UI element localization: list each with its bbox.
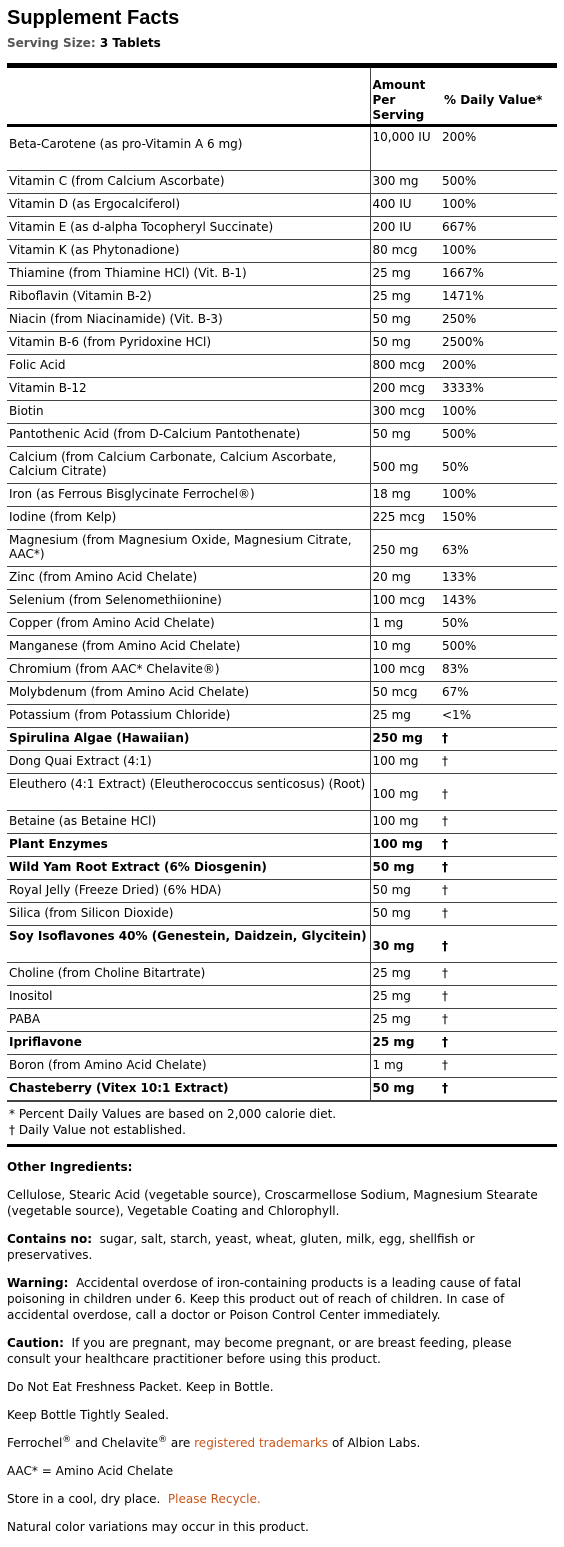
nutrient-amount: 20 mg (370, 567, 440, 590)
nutrient-name: Dong Quai Extract (4:1) (7, 751, 370, 774)
trademark-note (7, 1435, 557, 1451)
table-row (7, 484, 557, 507)
nutrient-daily-value: 500% (440, 636, 557, 659)
nutrient-name: Wild Yam Root Extract (6% Diosgenin) (7, 857, 370, 880)
table-row (7, 659, 557, 682)
nutrient-amount: 80 mcg (370, 240, 440, 263)
contains-no-label: Contains no: (7, 1232, 92, 1246)
supplement-facts-panel (7, 0, 557, 1547)
nutrient-daily-value: 50% (440, 447, 557, 484)
table-row (7, 447, 557, 484)
nutrient-name: Iodine (from Kelp) (7, 507, 370, 530)
table-row (7, 126, 557, 171)
nutrient-name: Zinc (from Amino Acid Chelate) (7, 567, 370, 590)
nutrient-name: Thiamine (from Thiamine HCl) (Vit. B-1) (7, 263, 370, 286)
table-row (7, 728, 557, 751)
nutrient-amount: 25 mg (370, 986, 440, 1009)
nutrient-daily-value: 667% (440, 217, 557, 240)
nutrient-amount: 1 mg (370, 1055, 440, 1078)
dv-footnote: * Percent Daily Values are based on 2,000 calorie diet. (9, 1107, 337, 1121)
nutrient-daily-value: 133% (440, 567, 557, 590)
table-row (7, 217, 557, 240)
nutrient-amount: 1 mg (370, 613, 440, 636)
nutrient-daily-value: 200% (440, 355, 557, 378)
natural-color-note: Natural color variations may occur in this product. (7, 1520, 309, 1534)
nutrient-amount: 18 mg (370, 484, 440, 507)
caution (7, 1335, 557, 1367)
serving-size-value: 3 Tablets (99, 36, 161, 50)
table-row (7, 355, 557, 378)
nutrient-name: Choline (from Choline Bitartrate) (7, 963, 370, 986)
nutrient-name: Folic Acid (7, 355, 370, 378)
table-row (7, 194, 557, 217)
table-row (7, 309, 557, 332)
nutrient-name: Ipriflavone (7, 1032, 370, 1055)
table-row (7, 401, 557, 424)
serving-size (7, 36, 557, 51)
bottom-divider (7, 1144, 557, 1147)
nutrient-amount: 100 mg (370, 834, 440, 857)
nutrient-name: Chasteberry (Vitex 10:1 Extract) (7, 1078, 370, 1101)
nutrient-amount: 25 mg (370, 1032, 440, 1055)
table-row (7, 530, 557, 567)
nutrient-name: Molybdenum (from Amino Acid Chelate) (7, 682, 370, 705)
nutrient-amount: 100 mg (370, 774, 440, 811)
sealed-note: Keep Bottle Tightly Sealed. (7, 1408, 169, 1422)
nutrient-daily-value: 1667% (440, 263, 557, 286)
table-row (7, 834, 557, 857)
table-row (7, 613, 557, 636)
table-header (7, 68, 557, 124)
table-row (7, 424, 557, 447)
nutrient-daily-value: † (440, 1078, 557, 1101)
table-row (7, 263, 557, 286)
facts-table (7, 68, 557, 1101)
nutrient-name: Vitamin B-6 (from Pyridoxine HCl) (7, 332, 370, 355)
nutrient-daily-value: † (440, 774, 557, 811)
nutrient-name: Riboflavin (Vitamin B-2) (7, 286, 370, 309)
nutrient-amount: 25 mg (370, 963, 440, 986)
nutrient-name: Copper (from Amino Acid Chelate) (7, 613, 370, 636)
nutrient-name: Boron (from Amino Acid Chelate) (7, 1055, 370, 1078)
nutrient-name: Manganese (from Amino Acid Chelate) (7, 636, 370, 659)
nutrient-amount: 50 mcg (370, 682, 440, 705)
nutrient-daily-value: † (440, 880, 557, 903)
nutrient-daily-value: † (440, 857, 557, 880)
nutrient-amount: 225 mcg (370, 507, 440, 530)
nutrient-amount: 100 mcg (370, 590, 440, 613)
nutrient-amount: 300 mcg (370, 401, 440, 424)
dagger-footnote: † Daily Value not established. (9, 1123, 186, 1137)
nutrient-amount: 200 IU (370, 217, 440, 240)
nutrient-amount: 300 mg (370, 171, 440, 194)
nutrient-name: Spirulina Algae (Hawaiian) (7, 728, 370, 751)
nutrient-amount: 25 mg (370, 1009, 440, 1032)
nutrient-daily-value: † (440, 963, 557, 986)
caution-label: Caution: (7, 1336, 64, 1350)
nutrient-amount: 50 mg (370, 903, 440, 926)
nutrient-name: Plant Enzymes (7, 834, 370, 857)
nutrient-name: PABA (7, 1009, 370, 1032)
table-row (7, 567, 557, 590)
table-row (7, 774, 557, 811)
nutrient-daily-value: 100% (440, 240, 557, 263)
table-row (7, 682, 557, 705)
nutrient-daily-value: 500% (440, 171, 557, 194)
nutrient-daily-value: † (440, 811, 557, 834)
recycle-link[interactable]: Please Recycle. (167, 1492, 261, 1506)
other-ingredients-heading: Other Ingredients: (7, 1160, 133, 1174)
other-ingredients-text: Cellulose, Stearic Acid (vegetable source), Croscarmellose Sodium, Magnesium Stearate (vegetable source), Vegetable Coating and Chlorophyll. (7, 1188, 538, 1218)
nutrient-name: Iron (as Ferrous Bisglycinate Ferrochel®) (7, 484, 370, 507)
nutrient-name: Vitamin C (from Calcium Ascorbate) (7, 171, 370, 194)
nutrient-daily-value: 63% (440, 530, 557, 567)
nutrient-daily-value: 2500% (440, 332, 557, 355)
table-row (7, 751, 557, 774)
serving-size-label: Serving Size: (7, 36, 96, 50)
table-row (7, 880, 557, 903)
amount-header: Amount Per Serving (372, 78, 426, 122)
nutrient-name: Eleuthero (4:1 Extract) (Eleutherococcus senticosus) (Root) (7, 774, 370, 811)
freshness-note: Do Not Eat Freshness Packet. Keep in Bottle. (7, 1380, 274, 1394)
nutrient-daily-value: <1% (440, 705, 557, 728)
nutrient-name: Silica (from Silicon Dioxide) (7, 903, 370, 926)
table-row (7, 1032, 557, 1055)
tm-and-text: and (71, 1436, 102, 1450)
nutrient-amount: 200 mcg (370, 378, 440, 401)
nutrient-name: Pantothenic Acid (from D-Calcium Pantothenate) (7, 424, 370, 447)
store-text: Store in a cool, dry place. (7, 1492, 161, 1506)
contains-no-text: sugar, salt, starch, yeast, wheat, gluten, milk, egg, shellfish or preservatives. (7, 1232, 475, 1262)
nutrient-amount: 250 mg (370, 728, 440, 751)
nutrient-daily-value: † (440, 903, 557, 926)
nutrient-amount: 250 mg (370, 530, 440, 567)
nutrient-amount: 50 mg (370, 857, 440, 880)
warning-text: Accidental overdose of iron-containing products is a leading cause of fatal poisoning in children under 6. Keep this product out of reach of children. In case of accidental overdose, call a doctor or Poison Control Center immediately. (7, 1276, 522, 1322)
nutrient-name: Niacin (from Niacinamide) (Vit. B-3) (7, 309, 370, 332)
registered-mark: ® (62, 1435, 72, 1445)
nutrient-daily-value: † (440, 986, 557, 1009)
nutrient-amount: 100 mcg (370, 659, 440, 682)
nutrient-amount: 100 mg (370, 751, 440, 774)
nutrient-amount: 500 mg (370, 447, 440, 484)
table-row (7, 240, 557, 263)
ferrochel-text: Ferrochel (7, 1436, 63, 1450)
nutrient-name: Calcium (from Calcium Carbonate, Calcium Ascorbate, Calcium Citrate) (7, 447, 370, 484)
nutrient-amount: 800 mcg (370, 355, 440, 378)
table-row (7, 1078, 557, 1101)
nutrient-amount: 400 IU (370, 194, 440, 217)
nutrient-name: Soy Isoflavones 40% (Genestein, Daidzein, Glycitein) (7, 926, 370, 963)
aac-note: AAC* = Amino Acid Chelate (7, 1464, 174, 1478)
tm-of-text: of Albion Labs. (328, 1436, 421, 1450)
table-row (7, 986, 557, 1009)
nutrient-amount: 25 mg (370, 705, 440, 728)
nutrient-daily-value: 250% (440, 309, 557, 332)
nutrient-amount: 10 mg (370, 636, 440, 659)
nutrient-amount: 50 mg (370, 332, 440, 355)
nutrient-daily-value: 100% (440, 194, 557, 217)
table-row (7, 332, 557, 355)
registered-trademarks-link[interactable]: registered trademarks (194, 1436, 329, 1450)
registered-mark: ® (158, 1435, 168, 1445)
nutrient-name: Royal Jelly (Freeze Dried) (6% HDA) (7, 880, 370, 903)
nutrient-daily-value: 150% (440, 507, 557, 530)
nutrient-name: Biotin (7, 401, 370, 424)
table-row (7, 705, 557, 728)
nutrient-daily-value: 100% (440, 484, 557, 507)
caution-text: If you are pregnant, may become pregnant, or are breast feeding, please consult your healthcare practitioner before using this product. (7, 1336, 512, 1366)
footnotes (7, 1101, 557, 1144)
nutrient-amount: 50 mg (370, 424, 440, 447)
nutrient-amount: 25 mg (370, 286, 440, 309)
nutrient-daily-value: 3333% (440, 378, 557, 401)
table-row (7, 171, 557, 194)
nutrient-daily-value: 50% (440, 613, 557, 636)
nutrient-daily-value: 83% (440, 659, 557, 682)
nutrient-daily-value: † (440, 751, 557, 774)
nutrient-daily-value: 143% (440, 590, 557, 613)
daily-value-header: % Daily Value* (444, 93, 543, 107)
nutrient-name: Selenium (from Selenomethiionine) (7, 590, 370, 613)
table-row (7, 857, 557, 880)
storage-note (7, 1491, 557, 1507)
nutrient-name: Vitamin E (as d-alpha Tocopheryl Succinate) (7, 217, 370, 240)
nutrient-daily-value: † (440, 926, 557, 963)
nutrient-daily-value: 100% (440, 401, 557, 424)
nutrient-daily-value: † (440, 834, 557, 857)
table-row (7, 1009, 557, 1032)
table-row (7, 963, 557, 986)
nutrient-name: Betaine (as Betaine HCl) (7, 811, 370, 834)
nutrient-amount: 50 mg (370, 880, 440, 903)
nutrient-daily-value: † (440, 728, 557, 751)
nutrient-name: Vitamin B-12 (7, 378, 370, 401)
table-row (7, 590, 557, 613)
nutrient-daily-value: † (440, 1032, 557, 1055)
nutrient-name: Potassium (from Potassium Chloride) (7, 705, 370, 728)
nutrient-daily-value: 200% (440, 126, 557, 171)
table-row (7, 926, 557, 963)
nutrient-name: Magnesium (from Magnesium Oxide, Magnesium Citrate, AAC*) (7, 530, 370, 567)
nutrient-amount: 50 mg (370, 309, 440, 332)
nutrient-amount: 10,000 IU (370, 126, 440, 171)
warning-label: Warning: (7, 1276, 69, 1290)
nutrient-daily-value: † (440, 1055, 557, 1078)
page-title: Supplement Facts (7, 7, 180, 29)
chelavite-text: Chelavite (101, 1436, 159, 1450)
table-row (7, 1055, 557, 1078)
nutrient-daily-value: 67% (440, 682, 557, 705)
nutrient-name: Chromium (from AAC* Chelavite®) (7, 659, 370, 682)
nutrient-amount: 25 mg (370, 263, 440, 286)
nutrient-name: Beta-Carotene (as pro-Vitamin A 6 mg) (7, 126, 370, 171)
tm-are-text: are (167, 1436, 195, 1450)
table-row (7, 811, 557, 834)
nutrient-name: Inositol (7, 986, 370, 1009)
table-row (7, 507, 557, 530)
table-row (7, 636, 557, 659)
nutrient-daily-value: 500% (440, 424, 557, 447)
table-row (7, 378, 557, 401)
nutrient-daily-value: 1471% (440, 286, 557, 309)
nutrient-amount: 30 mg (370, 926, 440, 963)
other-info (7, 1159, 557, 1535)
nutrient-daily-value: † (440, 1009, 557, 1032)
warning (7, 1275, 557, 1323)
table-row (7, 903, 557, 926)
contains-no (7, 1231, 557, 1263)
table-row (7, 286, 557, 309)
nutrient-amount: 50 mg (370, 1078, 440, 1101)
nutrient-name: Vitamin D (as Ergocalciferol) (7, 194, 370, 217)
nutrient-amount: 100 mg (370, 811, 440, 834)
nutrient-name: Vitamin K (as Phytonadione) (7, 240, 370, 263)
